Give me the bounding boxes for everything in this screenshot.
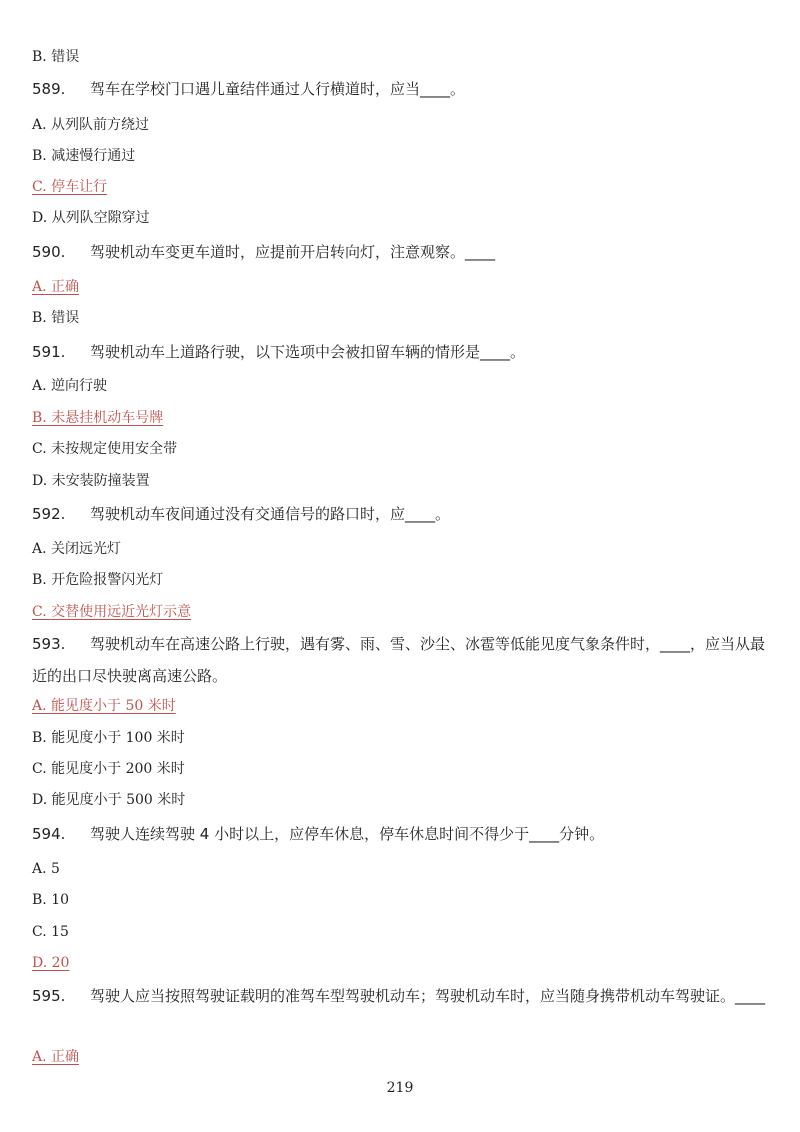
question-591 (32, 341, 525, 363)
option: B. 错误 (32, 49, 80, 65)
question-number: 592. (32, 505, 66, 523)
option: A. 5 (32, 861, 60, 877)
option: D. 从列队空隙穿过 (32, 210, 150, 226)
question-text: 驾驶机动车夜间通过没有交通信号的路口时，应____。 (90, 505, 451, 523)
question-number: 595. (32, 987, 66, 1005)
option-correct: B. 未悬挂机动车号牌 (32, 410, 164, 426)
question-number: 593. (32, 635, 66, 653)
option: B. 减速慢行通过 (32, 148, 136, 164)
option-correct: A. 正确 (32, 1049, 80, 1065)
option: C. 未按规定使用安全带 (32, 441, 178, 457)
option: B. 10 (32, 892, 70, 908)
option: B. 错误 (32, 310, 80, 326)
option-correct: A. 能见度小于 50 米时 (32, 698, 176, 714)
question-text: 驾驶人应当按照驾驶证载明的准驾车型驾驶机动车；驾驶机动车时，应当随身携带机动车驾驶证。____ (90, 987, 766, 1005)
option: D. 未安装防撞装置 (32, 473, 150, 489)
question-590 (32, 241, 495, 263)
option-correct: C. 停车让行 (32, 179, 108, 195)
option: C. 能见度小于 200 米时 (32, 761, 185, 777)
option: A. 关闭远光灯 (32, 541, 122, 557)
question-593 (32, 628, 772, 692)
option: B. 能见度小于 100 米时 (32, 730, 185, 746)
question-text: 驾驶机动车上道路行驶，以下选项中会被扣留车辆的情形是____。 (90, 343, 526, 361)
option: B. 开危险报警闪光灯 (32, 572, 164, 588)
question-number: 591. (32, 343, 66, 361)
question-592 (32, 503, 450, 525)
option: D. 能见度小于 500 米时 (32, 792, 186, 808)
question-number: 590. (32, 243, 66, 261)
question-number: 589. (32, 80, 66, 98)
question-595 (32, 980, 772, 1012)
question-number: 594. (32, 825, 66, 843)
question-text: 驾车在学校门口遇儿童结伴通过人行横道时，应当____。 (90, 80, 466, 98)
question-text: 驾驶人连续驾驶 4 小时以上，应停车休息，停车休息时间不得少于____分钟。 (90, 825, 605, 843)
option: A. 逆向行驶 (32, 378, 108, 394)
question-text: 驾驶机动车变更车道时，应提前开启转向灯，注意观察。____ (90, 243, 496, 261)
option-correct: C. 交替使用远近光灯示意 (32, 604, 192, 620)
page-number: 219 (386, 1080, 414, 1096)
option: A. 从列队前方绕过 (32, 117, 150, 133)
option-correct: D. 20 (32, 955, 70, 971)
option-correct: A. 正确 (32, 279, 80, 295)
question-594 (32, 823, 604, 845)
question-text: 驾驶机动车在高速公路上行驶，遇有雾、雨、雪、沙尘、冰雹等低能见度气象条件时，____，应当从最近的出口尽快驶离高速公路。 (32, 635, 766, 685)
option: C. 15 (32, 924, 69, 940)
question-589 (32, 78, 465, 100)
